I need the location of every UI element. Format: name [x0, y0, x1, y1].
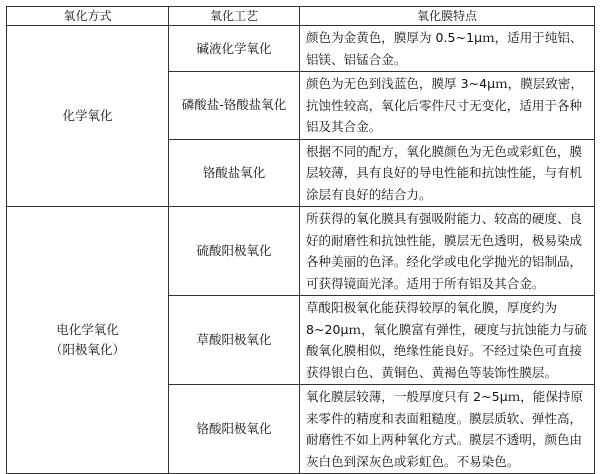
oxidation-methods-table — [6, 6, 595, 474]
process-cell: 铬酸阳极氧化 — [169, 385, 300, 474]
process-cell: 磷酸盐-铬酸盐氧化 — [169, 72, 300, 140]
feature-cell: 根据不同的配方，氧化膜颜色为无色或彩虹色，膜层较薄，具有良好的导电性能和抗蚀性能，与有机涂层有良好的结合力。 — [300, 139, 595, 207]
feature-cell: 颜色为无色到浅蓝色，膜厚 3~4μｍ，膜层致密，抗蚀性较高，氧化后零件尺寸无变化，适用于各种铝及其合金。 — [300, 72, 595, 140]
method-label: 电化学氧化 — [56, 322, 119, 337]
method-label: 化学氧化 — [62, 108, 113, 123]
process-cell: 碱液化学氧化 — [169, 26, 300, 72]
method-sublabel: （阳极氧化） — [49, 342, 125, 357]
process-cell: 硫酸阳极氧化 — [169, 207, 300, 296]
feature-cell: 氧化膜层较薄，一般厚度只有 2~5μｍ，能保持原来零件的精度和表面粗糙度。膜层质软、弹性高，耐磨性不如上两种氧化方式。膜层不透明，颜色由灰白色到深灰色或彩虹色。不易染色。 — [300, 385, 595, 474]
process-cell: 铬酸盐氧化 — [169, 139, 300, 207]
method-chemical-oxidation — [7, 26, 169, 207]
header-row — [7, 7, 595, 26]
header-oxidation-method: 氧化方式 — [7, 7, 169, 26]
feature-cell: 颜色为金黄色，膜厚为 0.5~1μｍ，适用于纯铝、铝镁、铝锰合金。 — [300, 26, 595, 72]
header-oxidation-process: 氧化工艺 — [169, 7, 300, 26]
feature-cell: 草酸阳极氧化能获得较厚的氧化膜，厚度约为 8~20μｍ，氧化膜富有弹性，硬度与抗蚀能力与硫酸氧化膜相似，绝缘性能良好。不经过染色可直接获得银白色、黄铜色、黄褐色等装饰性膜层。 — [300, 296, 595, 385]
process-cell: 草酸阳极氧化 — [169, 296, 300, 385]
header-film-characteristics: 氧化膜特点 — [300, 7, 595, 26]
table-row — [7, 207, 595, 296]
method-electrochemical-oxidation — [7, 207, 169, 474]
table-row — [7, 26, 595, 72]
feature-cell: 所获得的氧化膜具有强吸附能力、较高的硬度、良好的耐磨性和抗蚀性能，膜层无色透明，极易染成各种美丽的色泽。经化学或电化学抛光的铝制品，可获得镜面光泽。适用于所有铝及其合金。 — [300, 207, 595, 296]
